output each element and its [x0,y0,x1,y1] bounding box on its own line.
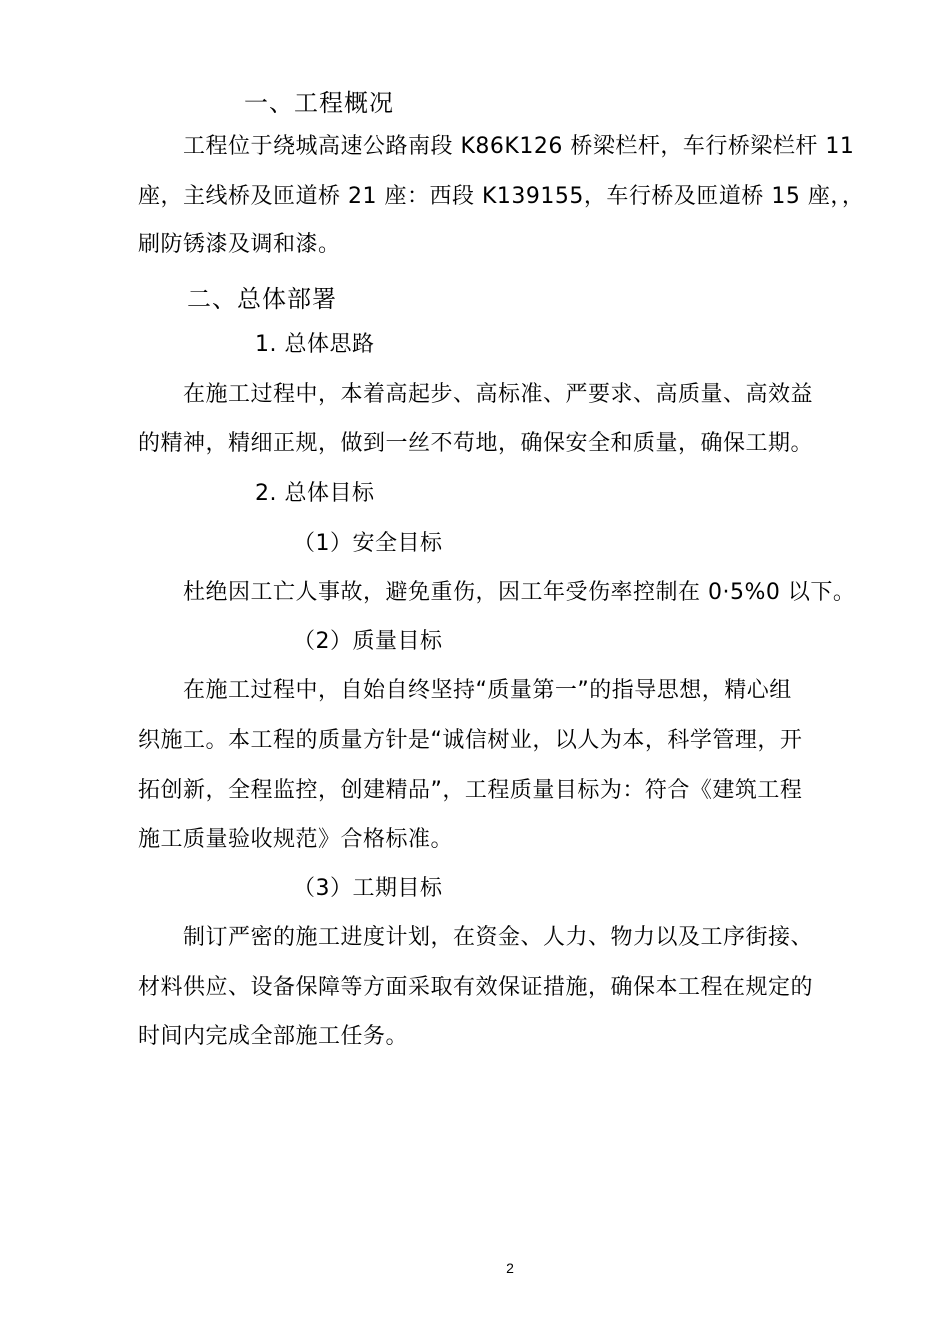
sub1-paragraph-line: 的精神，精细正规，做到一丝不苟地，确保安全和质量，确保工期。 [138,431,814,456]
schedule-paragraph-line: 时间内完成全部施工任务。 [138,1024,409,1049]
section2-heading: 二、总体部署 [187,285,337,313]
quality-paragraph-line: 织施工。本工程的质量方针是“诚信树业，以人为本，科学管理，开 [138,728,803,753]
quality-paragraph-line: 施工质量验收规范》合格标准。 [138,827,454,852]
section1-paragraph-line: 座，主线桥及匝道桥 21 座：西段 K139155，车行桥及匝道桥 15 座，， [138,184,865,209]
section1-paragraph-line: 刷防锈漆及调和漆。 [138,232,341,257]
sub1-heading: 1. 总体思路 [255,332,375,357]
section1-paragraph-line: 工程位于绕城高速公路南段 K86K126 桥梁栏杆，车行桥梁栏杆 11 [183,134,855,159]
safety-heading: （1）安全目标 [293,531,443,556]
sub2-heading: 2. 总体目标 [255,481,375,506]
quality-paragraph-line: 拓创新，全程监控，创建精品”，工程质量目标为：符合《建筑工程 [138,778,803,803]
schedule-heading: （3）工期目标 [293,876,443,901]
quality-paragraph-line: 在施工过程中，自始自终坚持“质量第一”的指导思想，精心组 [183,678,792,703]
section1-heading: 一、工程概况 [244,89,394,117]
quality-heading: （2）质量目标 [293,629,443,654]
schedule-paragraph-line: 材料供应、设备保障等方面采取有效保证措施，确保本工程在规定的 [138,975,814,1000]
sub1-paragraph-line: 在施工过程中，本着高起步、高标准、严要求、高质量、高效益 [183,382,814,407]
schedule-paragraph-line: 制订严密的施工进度计划，在资金、人力、物力以及工序街接、 [183,925,814,950]
page-number: 2 [506,1260,514,1276]
safety-paragraph-line: 杜绝因工亡人事故，避免重伤，因工年受伤率控制在 0·5%0 以下。 [183,580,856,605]
